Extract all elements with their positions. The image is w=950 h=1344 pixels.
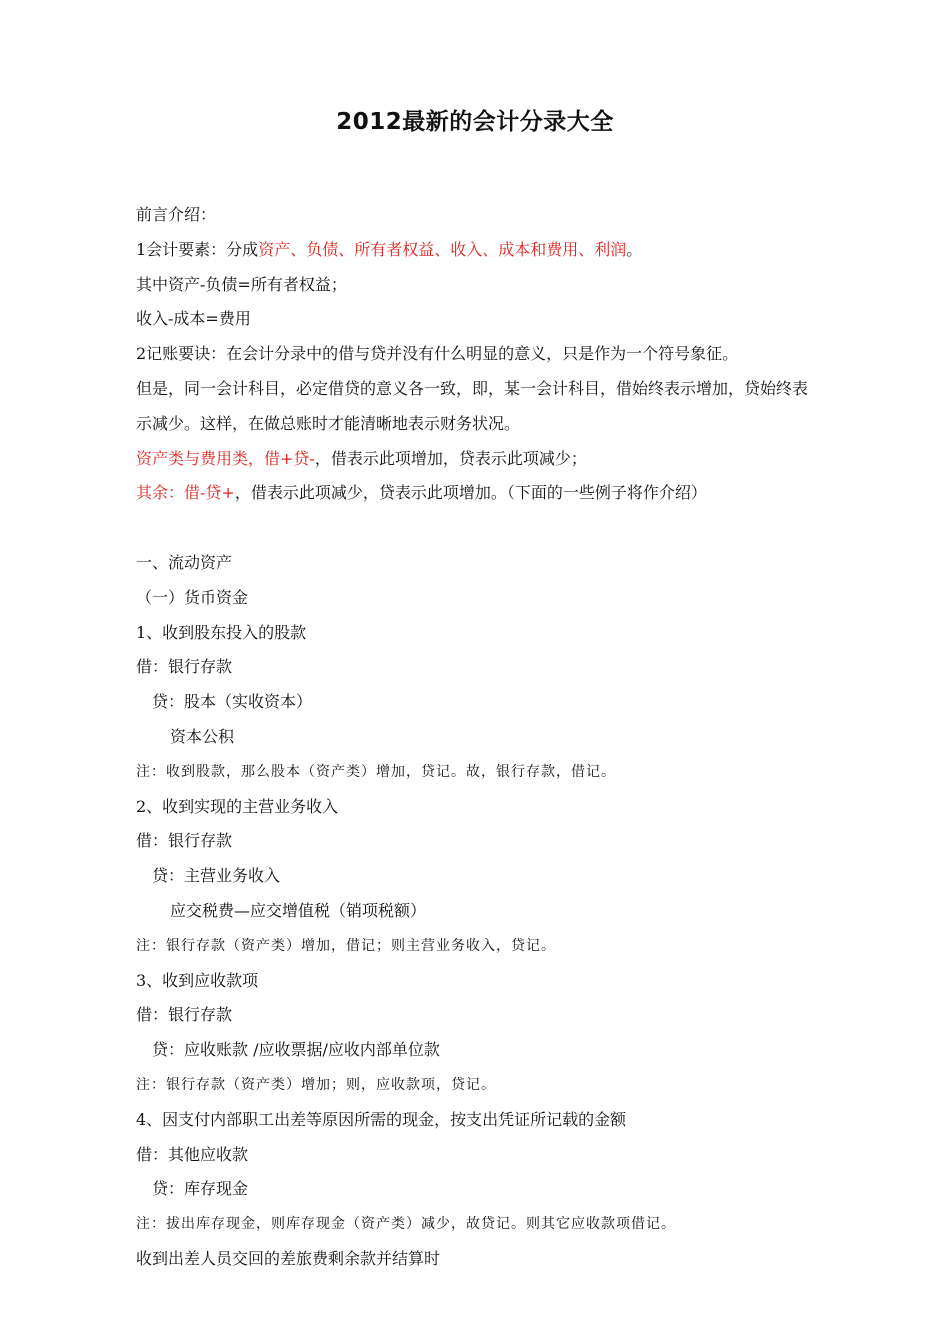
entry-note: 注：银行存款（资产类）增加；则，应收款项，贷记。	[136, 1076, 496, 1093]
elements-suffix: 。	[626, 239, 643, 259]
trailing-line: 收到出差人员交回的差旅费剩余款并结算时	[136, 1248, 441, 1268]
document-body	[136, 198, 816, 1277]
elements-prefix: 1会计要素：分成	[136, 239, 259, 259]
entry-credit-secondary: 资本公积	[170, 726, 235, 746]
section-subheading: （一）货币资金	[136, 587, 249, 607]
entry-credit-secondary: 应交税费—应交增值税（销项税额）	[170, 900, 427, 920]
entry-debit: 借：银行存款	[136, 1005, 233, 1025]
spacer	[136, 511, 816, 546]
accounting-elements	[136, 233, 816, 268]
section-heading: 一、流动资产	[136, 552, 233, 572]
entry-title: 2、收到实现的主营业务收入	[136, 796, 339, 816]
rule-assets-expenses	[136, 442, 816, 477]
rule2-text: ，借表示此项减少，贷表示此项增加。（下面的一些例子将作介绍）	[234, 483, 707, 503]
equation-assets: 其中资产-负债=所有者权益；	[136, 274, 347, 294]
intro-heading: 前言介绍：	[136, 205, 217, 224]
entry-credit: 贷：应收账款 /应收票据/应收内部单位款	[152, 1040, 440, 1060]
bookkeeping-explanation: 但是，同一会计科目，必定借贷的意义各一致，即，某一会计科目，借始终表示增加，贷始终表示减少。这样，在做总账时才能清晰地表示财务状况。	[136, 378, 809, 433]
entry-credit: 贷：库存现金	[152, 1179, 249, 1199]
document-title: 2012最新的会计分录大全	[336, 109, 614, 135]
entry-debit: 借：银行存款	[136, 831, 233, 851]
entry-note: 注：银行存款（资产类）增加，借记；则主营业务收入，贷记。	[136, 937, 556, 954]
rule1-text: ，借表示此项增加，贷表示此项减少；	[314, 448, 587, 468]
entry-credit: 贷：主营业务收入	[152, 866, 281, 886]
equation-income: 收入-成本=费用	[136, 309, 251, 329]
entry-debit: 借：其他应收款	[136, 1144, 249, 1164]
entry-title: 4、因支付内部职工出差等原因所需的现金，按支出凭证所记载的金额	[136, 1109, 627, 1129]
elements-highlight: 资产、负债、所有者权益、收入、成本和费用、利润	[258, 239, 627, 259]
rule2-highlight: 其余：借-贷+	[136, 483, 235, 503]
bookkeeping-mnemonic: 2记账要诀：在会计分录中的借与贷并没有什么明显的意义，只是作为一个符号象征。	[136, 344, 739, 364]
entry-note: 注：收到股款，那么股本（资产类）增加，贷记。故，银行存款，借记。	[136, 763, 616, 780]
entry-title: 3、收到应收款项	[136, 970, 259, 990]
entry-debit: 借：银行存款	[136, 657, 233, 677]
entry-note: 注：拔出库存现金，则库存现金（资产类）减少，故贷记。则其它应收款项借记。	[136, 1216, 676, 1233]
rule-others	[136, 476, 816, 511]
rule1-highlight: 资产类与费用类，借+贷-	[136, 448, 315, 468]
entry-title: 1、收到股东投入的股款	[136, 622, 307, 642]
entry-credit: 贷：股本（实收资本）	[152, 692, 313, 712]
